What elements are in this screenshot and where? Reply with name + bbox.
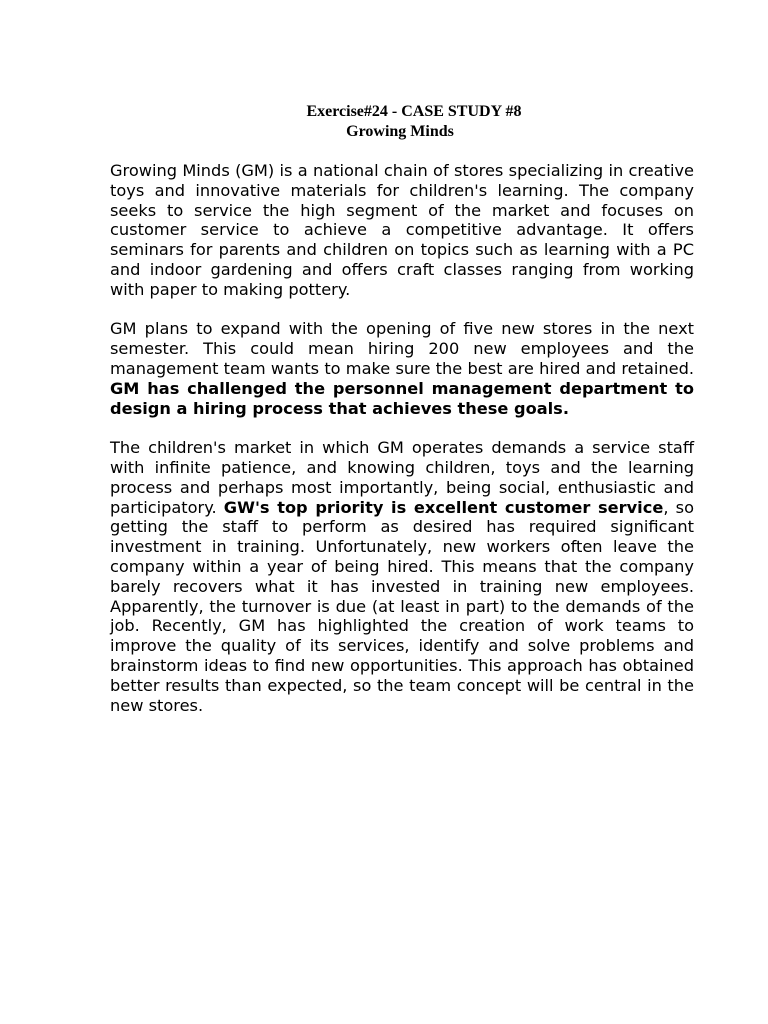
paragraph-2: [110, 319, 694, 418]
document-body: [110, 161, 694, 735]
paragraph-3: [110, 438, 694, 715]
document-heading: [0, 102, 768, 142]
paragraph-2-emphasis: GM has challenged the personnel management department to design a hiring process that achieves these goals.: [110, 378, 694, 418]
document-subtitle: Growing Minds: [346, 123, 454, 140]
paragraph-3-emphasis: GW's top priority is excellent customer service: [223, 497, 664, 517]
document-title: Exercise#24 - CASE STUDY #8: [306, 103, 522, 120]
paragraph-3-text-start: The children's market in which GM operates demands a service staff with infinite patience, and knowing children, toys and the learning process and perhaps most importantly, being social, enthusiastic and participatory.: [110, 438, 694, 517]
paragraph-1-text: Growing Minds (GM) is a national chain of stores specializing in creative toys and innovative materials for children's learning. The company seeks to service the high segment of the market and focuses on customer service to achieve a competitive advantage. It offers seminars for parents and children on topics such as learning with a PC and indoor gardening and offers craft classes ranging from working with paper to making pottery.: [110, 161, 694, 299]
paragraph-2-text: GM plans to expand with the opening of five new stores in the next semester. This could mean hiring 200 new employees and the management team wants to make sure the best are hired and retained.: [110, 319, 694, 378]
paragraph-3-text-end: , so getting the staff to perform as desired has required significant investment in training. Unfortunately, new workers often leave the company within a year of being hired. This means that the company barely recovers what it has invested in training new employees. Apparently, the turnover is due (at least in part) to the demands of the job. Recently, GM has highlighted the creation of work teams to improve the quality of its services, identify and solve problems and brainstorm ideas to find new opportunities. This approach has obtained better results than expected, so the team concept will be central in the new stores.: [110, 497, 694, 715]
paragraph-1: [110, 161, 694, 300]
